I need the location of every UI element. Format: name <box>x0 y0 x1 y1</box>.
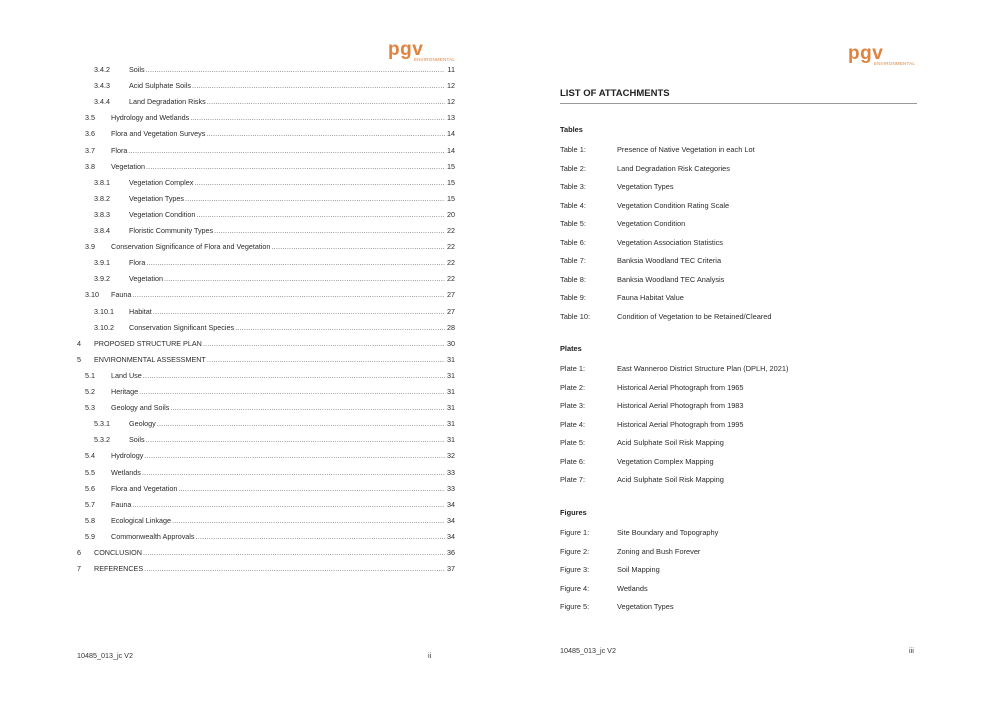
attachment-item[interactable] <box>560 400 917 412</box>
toc-title <box>111 288 445 302</box>
toc-entry[interactable] <box>77 127 455 141</box>
toc-title <box>129 63 445 77</box>
attachment-label: Table 5: <box>560 219 586 228</box>
toc-number: 3.9.1 <box>94 258 110 268</box>
toc-entry[interactable] <box>77 176 455 190</box>
attachment-title: Vegetation Condition <box>617 219 686 228</box>
attachment-title: Land Degradation Risk Categories <box>617 163 730 173</box>
toc-entry[interactable] <box>77 79 455 93</box>
toc-entry[interactable] <box>77 369 455 383</box>
attachment-item[interactable] <box>560 564 917 576</box>
toc-leader-dots <box>214 224 445 238</box>
toc-leader-dots <box>196 208 445 222</box>
attachment-label: Figure 4: <box>560 583 590 593</box>
toc-title-text: Geology and Soils <box>111 403 170 413</box>
toc-title <box>129 305 445 319</box>
toc-leader-dots <box>207 353 445 367</box>
toc-title-text: Vegetation Complex <box>129 177 194 187</box>
toc-entry[interactable] <box>77 288 455 302</box>
toc-page-number: 15 <box>447 177 455 187</box>
toc-title <box>111 144 445 158</box>
toc-number: 3.8 <box>85 161 95 171</box>
attachment-item[interactable] <box>560 456 917 468</box>
toc-page-number: 13 <box>447 113 455 123</box>
attachment-title: Vegetation Condition Rating Scale <box>617 200 730 210</box>
toc-entry[interactable] <box>77 224 455 238</box>
logo-mark: pgv <box>388 39 424 60</box>
toc-page-number: 27 <box>447 306 455 316</box>
toc-title <box>111 482 445 496</box>
toc-title <box>129 95 445 109</box>
toc-page-number: 32 <box>447 451 455 461</box>
attachment-title: Fauna Habitat Value <box>617 293 684 302</box>
toc-leader-dots <box>144 449 445 463</box>
toc-title-text: Vegetation Condition <box>129 209 196 219</box>
toc-title-text: Flora and Vegetation Surveys <box>111 129 206 139</box>
attachment-title: Banksia Woodland TEC Analysis <box>617 274 725 284</box>
toc-page-number: 22 <box>447 242 455 252</box>
toc-number: 5.3 <box>85 403 95 413</box>
attachment-title: Banksia Woodland TEC Criteria <box>617 256 722 265</box>
toc-entry[interactable] <box>77 321 455 335</box>
toc-entry[interactable] <box>77 417 455 431</box>
pgv-logo <box>388 39 458 64</box>
toc-page-number: 15 <box>447 193 455 203</box>
toc-leader-dots <box>190 111 445 125</box>
attachment-title: Historical Aerial Photograph from 1965 <box>617 382 744 392</box>
toc-title <box>111 498 445 512</box>
toc-leader-dots <box>144 562 445 576</box>
attachment-title: Vegetation Association Statistics <box>617 237 723 247</box>
attachment-label: Table 9: <box>560 293 586 302</box>
toc-title-text: Flora <box>129 258 146 268</box>
right-page <box>496 0 993 702</box>
attachment-item[interactable] <box>560 255 917 267</box>
toc-leader-dots <box>157 417 445 431</box>
toc-title-text: Hydrology <box>111 451 144 461</box>
toc-number: 5.3.1 <box>94 419 110 429</box>
toc-page-number: 34 <box>447 515 455 525</box>
toc-page-number: 34 <box>447 531 455 541</box>
toc-entry[interactable] <box>77 144 455 158</box>
toc-page-number: 31 <box>447 387 455 396</box>
toc-page-number: 27 <box>447 290 455 300</box>
toc-page-number: 36 <box>447 548 455 557</box>
toc-number: 3.8.4 <box>94 226 110 235</box>
attachment-title: Vegetation Types <box>617 182 674 191</box>
toc-title-text: PROPOSED STRUCTURE PLAN <box>94 338 202 348</box>
attachment-label: Figure 3: <box>560 565 590 574</box>
toc-title <box>129 208 445 222</box>
toc-page-number: 28 <box>447 322 455 332</box>
attachment-label: Plate 5: <box>560 438 586 447</box>
toc-number: 3.4.2 <box>94 65 110 74</box>
toc-title-text: ENVIRONMENTAL ASSESSMENT <box>94 354 206 364</box>
attachment-label: Table 10: <box>560 311 590 321</box>
attachment-item[interactable] <box>560 181 917 193</box>
attachment-label: Plate 2: <box>560 382 586 392</box>
toc-entry[interactable] <box>77 562 455 576</box>
attachment-title: Site Boundary and Topography <box>617 528 719 537</box>
toc-number: 5.9 <box>85 531 95 541</box>
toc-leader-dots <box>146 160 445 174</box>
toc-page-number: 14 <box>447 145 455 155</box>
toc-number: 5.1 <box>85 370 95 380</box>
toc-page-number: 33 <box>447 467 455 477</box>
attachment-item[interactable] <box>560 419 917 431</box>
toc-number: 3.7 <box>85 145 95 155</box>
toc-title <box>129 417 445 431</box>
toc-page-number: 22 <box>447 258 455 268</box>
toc-entry[interactable] <box>77 546 455 560</box>
toc-title <box>111 449 445 463</box>
attachment-label: Table 6: <box>560 237 586 247</box>
footer-doc-id: 10485_013_jc V2 <box>560 646 616 655</box>
toc-number: 5.5 <box>85 467 95 477</box>
toc-title-text: Soils <box>129 435 145 445</box>
toc-entry[interactable] <box>77 433 455 447</box>
attachment-title: Presence of Native Vegetation in each Lot <box>617 145 755 154</box>
toc-title <box>129 224 445 238</box>
toc-entry[interactable] <box>77 305 455 319</box>
logo-subtitle: ENVIRONMENTAL <box>874 61 916 66</box>
toc-title-text: Flora <box>111 145 128 155</box>
toc-leader-dots <box>153 305 445 319</box>
toc-leader-dots <box>203 337 445 351</box>
toc-title <box>129 256 445 270</box>
toc-leader-dots <box>170 401 445 415</box>
attachment-item[interactable] <box>560 144 917 156</box>
toc-number: 5.8 <box>85 515 95 525</box>
toc-title-text: Vegetation Types <box>129 193 185 203</box>
attachment-title: East Wanneroo District Structure Plan (DPLH, 2021) <box>617 364 789 373</box>
attachment-title: Zoning and Bush Forever <box>617 546 701 556</box>
attachment-item[interactable] <box>560 274 917 286</box>
attachment-label: Table 7: <box>560 256 586 265</box>
toc-entry[interactable] <box>77 111 455 125</box>
footer-page-number: iii <box>909 646 914 655</box>
toc-title-text: Conservation Significance of Flora and Vegetation <box>111 242 271 252</box>
toc-page-number: 33 <box>447 483 455 493</box>
toc-title <box>111 466 445 480</box>
toc-title-text: Vegetation <box>111 161 145 171</box>
toc-title <box>111 530 445 544</box>
toc-number: 5.2 <box>85 387 95 396</box>
toc-entry[interactable] <box>77 192 455 206</box>
toc-entry[interactable] <box>77 95 455 109</box>
attachment-item[interactable] <box>560 583 917 595</box>
toc-leader-dots <box>194 176 445 190</box>
toc-page-number: 31 <box>447 435 455 445</box>
toc-page-number: 15 <box>447 161 455 171</box>
toc-leader-dots <box>185 192 445 206</box>
toc-leader-dots <box>146 433 445 447</box>
toc-entry[interactable] <box>77 466 455 480</box>
toc-page-number: 37 <box>447 564 455 574</box>
toc-title <box>111 160 445 174</box>
toc-leader-dots <box>132 498 445 512</box>
toc-title <box>94 546 445 560</box>
attachment-label: Plate 7: <box>560 475 586 484</box>
toc-page-number: 34 <box>447 499 455 509</box>
pgv-logo <box>848 43 918 68</box>
toc-page-number: 31 <box>447 403 455 413</box>
attachment-item[interactable] <box>560 382 917 394</box>
toc-title <box>129 272 445 286</box>
toc-title <box>129 79 445 93</box>
toc-entry[interactable] <box>77 353 455 367</box>
toc-title-text: Land Use <box>111 370 142 380</box>
attachment-label: Plate 1: <box>560 364 586 373</box>
toc-number: 3.9.2 <box>94 274 110 284</box>
attachment-label: Table 8: <box>560 274 586 284</box>
toc-title-text: REFERENCES <box>94 564 144 574</box>
attachment-label: Table 3: <box>560 182 586 191</box>
toc-leader-dots <box>172 514 445 528</box>
toc-title-text: Ecological Linkage <box>111 515 171 525</box>
toc-page-number: 31 <box>447 354 455 364</box>
toc-title-text: Acid Sulphate Soils <box>129 81 191 91</box>
footer-doc-id: 10485_013_jc V2 <box>77 651 133 660</box>
toc-number: 3.5 <box>85 113 95 123</box>
toc-title <box>111 401 445 415</box>
toc-page-number: 30 <box>447 338 455 348</box>
attachment-title: Soil Mapping <box>617 565 660 574</box>
toc-page-number: 14 <box>447 129 455 139</box>
toc-entry[interactable] <box>77 498 455 512</box>
attachment-item[interactable] <box>560 200 917 212</box>
toc-number: 3.8.2 <box>94 193 110 203</box>
toc-leader-dots <box>146 256 445 270</box>
toc-entry[interactable] <box>77 63 455 77</box>
toc-leader-dots <box>143 546 445 560</box>
toc-entry[interactable] <box>77 530 455 544</box>
toc-title <box>94 562 445 576</box>
toc-number: 3.8.3 <box>94 209 110 219</box>
toc-entry[interactable] <box>77 272 455 286</box>
toc-number: 3.4.3 <box>94 81 110 91</box>
attachment-label: Plate 3: <box>560 401 586 410</box>
toc-entry[interactable] <box>77 256 455 270</box>
toc-leader-dots <box>196 530 446 544</box>
attachment-item[interactable] <box>560 218 917 230</box>
attachment-section-title: Figures <box>560 508 587 517</box>
attachment-label: Figure 1: <box>560 528 590 537</box>
toc-page-number: 31 <box>447 419 455 429</box>
toc-leader-dots <box>235 321 445 335</box>
attachment-title: Historical Aerial Photograph from 1983 <box>617 401 744 410</box>
toc-entry[interactable] <box>77 401 455 415</box>
attachment-section-title: Tables <box>560 125 583 134</box>
toc-entry[interactable] <box>77 449 455 463</box>
toc-page-number: 12 <box>447 81 455 91</box>
toc-leader-dots <box>128 144 445 158</box>
attachment-title: Acid Sulphate Soil Risk Mapping <box>617 475 724 484</box>
toc-title <box>111 369 445 383</box>
toc-title <box>111 111 445 125</box>
attachment-item[interactable] <box>560 363 917 375</box>
toc-title <box>111 385 445 399</box>
footer-page-number: ii <box>428 651 432 660</box>
attachment-label: Table 4: <box>560 200 586 210</box>
attachment-title: Wetlands <box>617 583 648 593</box>
left-page <box>0 0 496 702</box>
toc-number: 6 <box>77 548 81 557</box>
toc-number: 7 <box>77 564 81 574</box>
toc-entry[interactable] <box>77 385 455 399</box>
attachment-title: Vegetation Types <box>617 602 674 611</box>
toc-leader-dots <box>192 79 445 93</box>
toc-number: 3.10 <box>85 290 99 300</box>
toc-title <box>94 337 445 351</box>
attachment-item[interactable] <box>560 474 917 486</box>
heading-divider <box>560 103 917 104</box>
toc-title-text: Conservation Significant Species <box>129 322 235 332</box>
toc-leader-dots <box>142 466 445 480</box>
toc-number: 4 <box>77 338 81 348</box>
attachment-item[interactable] <box>560 311 917 323</box>
toc-title-text: Fauna <box>111 499 132 509</box>
toc-leader-dots <box>271 240 445 254</box>
attachment-title: Historical Aerial Photograph from 1995 <box>617 419 744 429</box>
toc-title <box>111 240 445 254</box>
toc-title-text: Land Degradation Risks <box>129 97 206 107</box>
attachments-heading: LIST OF ATTACHMENTS <box>560 88 670 99</box>
toc-page-number: 11 <box>447 65 455 74</box>
toc-title <box>129 192 445 206</box>
attachment-item[interactable] <box>560 601 917 613</box>
toc-leader-dots <box>178 482 445 496</box>
toc-entry[interactable] <box>77 208 455 222</box>
toc-title-text: Soils <box>129 65 145 74</box>
toc-entry[interactable] <box>77 337 455 351</box>
toc-entry[interactable] <box>77 160 455 174</box>
toc-number: 5.7 <box>85 499 95 509</box>
toc-title <box>129 321 445 335</box>
toc-title-text: Heritage <box>111 387 139 396</box>
attachment-title: Acid Sulphate Soil Risk Mapping <box>617 438 724 447</box>
toc-page-number: 20 <box>447 209 455 219</box>
attachment-label: Plate 6: <box>560 456 586 466</box>
toc-title-text: Geology <box>129 419 156 429</box>
toc-leader-dots <box>132 288 445 302</box>
attachment-item[interactable] <box>560 527 917 539</box>
toc-number: 5.6 <box>85 483 95 493</box>
toc-title-text: Wetlands <box>111 467 141 477</box>
attachment-item[interactable] <box>560 163 917 175</box>
toc-leader-dots <box>139 385 445 399</box>
toc-number: 3.10.2 <box>94 322 114 332</box>
attachment-title: Vegetation Complex Mapping <box>617 456 714 466</box>
toc-number: 3.6 <box>85 129 95 139</box>
toc-leader-dots <box>206 127 445 141</box>
toc-page-number: 31 <box>447 370 455 380</box>
toc-title <box>111 514 445 528</box>
toc-leader-dots <box>207 95 445 109</box>
attachment-item[interactable] <box>560 237 917 249</box>
attachment-label: Figure 2: <box>560 546 590 556</box>
toc-title <box>129 176 445 190</box>
toc-number: 3.9 <box>85 242 95 252</box>
attachment-title: Condition of Vegetation to be Retained/Cleared <box>617 311 772 321</box>
toc-title <box>129 433 445 447</box>
attachment-item[interactable] <box>560 292 917 304</box>
toc-number: 3.10.1 <box>94 306 114 316</box>
toc-number: 3.4.4 <box>94 97 110 107</box>
toc-title <box>111 127 445 141</box>
toc-title <box>94 353 445 367</box>
attachment-section-title: Plates <box>560 344 582 353</box>
toc-title-text: Hydrology and Wetlands <box>111 113 190 123</box>
toc-title-text: Habitat <box>129 306 152 316</box>
toc-page-number: 12 <box>447 97 455 107</box>
toc-leader-dots <box>143 369 445 383</box>
toc-title-text: Flora and Vegetation <box>111 483 178 493</box>
attachment-label: Table 1: <box>560 145 586 154</box>
attachment-label: Figure 5: <box>560 602 590 611</box>
attachment-item[interactable] <box>560 437 917 449</box>
toc-number: 5 <box>77 354 81 364</box>
toc-title-text: Floristic Community Types <box>129 226 214 235</box>
toc-entry[interactable] <box>77 514 455 528</box>
attachment-item[interactable] <box>560 546 917 558</box>
toc-leader-dots <box>146 63 445 77</box>
toc-entry[interactable] <box>77 240 455 254</box>
toc-number: 5.4 <box>85 451 95 461</box>
toc-entry[interactable] <box>77 482 455 496</box>
toc-title-text: Vegetation <box>129 274 163 284</box>
toc-number: 3.8.1 <box>94 177 110 187</box>
toc-title-text: Commonwealth Approvals <box>111 531 195 541</box>
toc-page-number: 22 <box>447 274 455 284</box>
logo-mark: pgv <box>848 43 884 64</box>
attachment-label: Table 2: <box>560 163 586 173</box>
toc-number: 5.3.2 <box>94 435 110 445</box>
attachment-label: Plate 4: <box>560 419 586 429</box>
toc-title-text: Fauna <box>111 290 132 300</box>
toc-page-number: 22 <box>447 226 455 235</box>
toc-title-text: CONCLUSION <box>94 548 142 557</box>
logo-subtitle: ENVIRONMENTAL <box>414 57 456 62</box>
toc-leader-dots <box>164 272 445 286</box>
